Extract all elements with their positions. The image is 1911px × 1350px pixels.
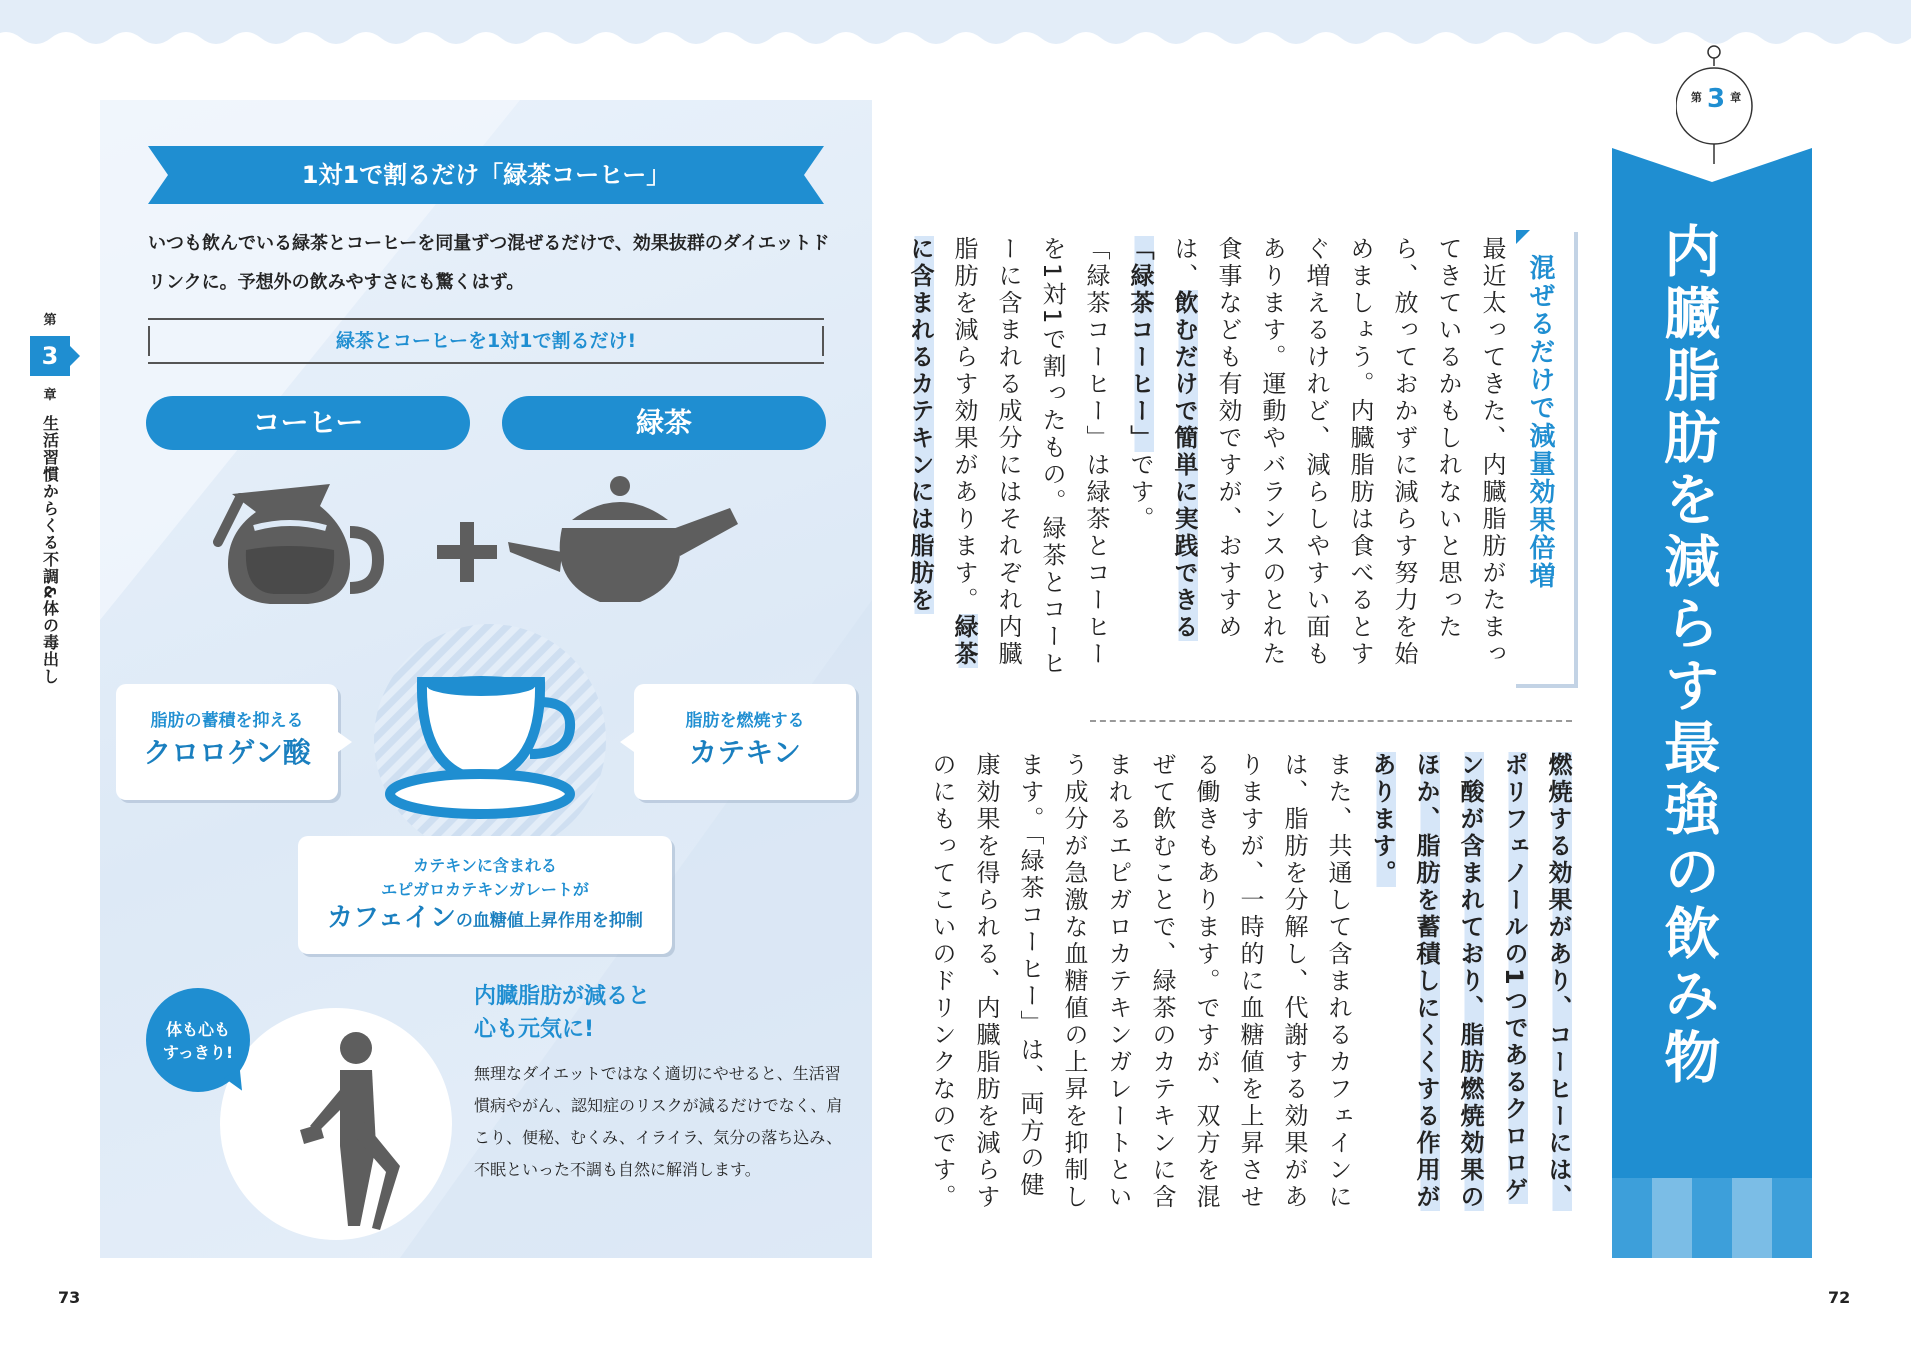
bubble-center-line3 (298, 903, 672, 933)
section-heading-corner-accent (1516, 230, 1530, 244)
bubble-center-rest: の血糖値上昇作用を抑制 (455, 911, 643, 931)
banner-title: 1対1で割るだけ「緑茶コーヒー」 (301, 161, 671, 189)
teapot-icon (508, 476, 738, 602)
bubble-center-line1: カテキンに含まれる (413, 856, 557, 875)
coffee-pot-icon (218, 484, 378, 604)
body-lower-p1: また、共通して含まれるカフェインには、脂肪を分解し、代謝する効果がありますが、一時的に血糖値を上昇させる働きもあります。ですが、双方を混ぜて飲むことで、緑茶のカテキンに含まれるエピガロカテキンガレートという成分が急激な血糖値の上昇を抑制します。「緑茶コーヒー」は、両方の健康効果を得られる、内臓脂肪を減らすのにもってこいのドリンクなのです。 (928, 752, 1352, 1211)
infographic-banner (148, 146, 824, 204)
bubble-left-title: クロロゲン酸 (143, 736, 311, 769)
body-lower-highlight-1: 燃焼する効果があり、コーヒーには、ポリフェノールの1つであるクロロゲン酸が含まれており、脂肪燃焼効果のほか、脂肪を蓄積しにくくする作用があります。 (1368, 752, 1572, 1211)
body-text-lower (928, 752, 1580, 1222)
bubble-center-line2: エピガロカテキンガレートが (381, 880, 589, 899)
bubble-right-tail (620, 732, 634, 752)
page-number-left: 73 (58, 1288, 81, 1307)
body-upper-highlight-1: 飲むだけで簡単に実践できる「緑茶コーヒー」 (1126, 236, 1198, 641)
infographic-panel (100, 100, 872, 1258)
bubble-center-caffeine: カフェイン (327, 903, 456, 933)
green-tea-label-pill: 緑茶 (502, 396, 826, 450)
medallion-number: 3 (1706, 84, 1726, 114)
infographic-subheading: 緑茶とコーヒーを1対1で割るだけ! (148, 318, 824, 364)
result-heading (474, 980, 834, 1046)
chapter-medallion-label (1676, 84, 1756, 126)
body-upper-highlight-2: 緑茶に含まれるカテキンには脂肪を (906, 236, 978, 668)
page-number-right: 72 (1828, 1288, 1851, 1307)
plus-icon (437, 522, 497, 582)
badge-line1: 体も心も (165, 1020, 230, 1039)
body-text-upper (906, 236, 1514, 686)
column-divider (1090, 720, 1572, 722)
coffee-cup-illustration (350, 620, 630, 860)
coffee-label-pill: コーヒー (146, 396, 470, 450)
top-wave-band (0, 0, 1911, 60)
result-heading-line1: 内臓脂肪が減ると (474, 984, 651, 1009)
bubble-left-tail (338, 732, 352, 752)
result-body-text: 無理なダイエットではなく適切にやせると、生活習慣病やがん、認知症のリスクが減るだけでなく、肩こり、便秘、むくみ、イライラ、気分の落ち込み、不眠といった不調も自然に解消します。 (474, 1064, 843, 1179)
body-upper-p2: 「緑茶コーヒー」は緑茶とコーヒーを1対1で割ったもの。緑茶とコーヒーに含まれる成分にはそれぞれ内臓脂肪を減らす効果があります。 (950, 236, 1110, 678)
chapter-tab-prefix: 第 (43, 313, 57, 328)
section-heading: 混ぜるだけで減量効果倍増 (1525, 254, 1555, 590)
medallion-prefix: 第 (1690, 91, 1702, 104)
badge-line2: すっきり! (162, 1043, 234, 1062)
bubble-right-title: カテキン (689, 736, 801, 769)
slim-body-figure-icon (260, 1026, 410, 1236)
chapter-title-vertical: 生活習慣からくる不調&体の毒出し (40, 415, 60, 685)
egcg-bubble (298, 836, 672, 954)
bubble-left-caption: 脂肪の蓄積を抑える (150, 711, 304, 731)
chapter-side-tab (30, 310, 70, 715)
coffee-plus-tea-illustration (210, 472, 770, 612)
body-upper-p1-end: です。 (1126, 452, 1154, 533)
chapter-tab-number: 3 (30, 336, 70, 376)
page-title-vertical: 内臓脂肪を減らす最強の飲み物 (1655, 222, 1721, 1090)
bubble-right-caption: 脂肪を燃焼する (685, 711, 805, 731)
result-heading-line2: 心も元気に! (474, 1017, 595, 1042)
infographic-intro: いつも飲んでいる緑茶とコーヒーを同量ずつ混ぜるだけで、効果抜群のダイエットドリンクに。予想外の飲みやすさにも驚くはず。 (148, 233, 830, 293)
chapter-tab-suffix: 章 (43, 388, 57, 403)
body-upper-p1: 最近太ってきた、内臓脂肪がたまってきているかもしれないと思ったら、放っておかずに減らす努力を始めましょう。内臓脂肪は食べるとすぐ増えるけれど、減らしやすい面もあります。運動やバランスのとれた食事なども有効ですが、おすすめは、 (1170, 236, 1506, 668)
medallion-suffix: 章 (1730, 91, 1742, 104)
catechin-bubble (634, 684, 856, 800)
chlorogenic-acid-bubble (116, 684, 338, 800)
